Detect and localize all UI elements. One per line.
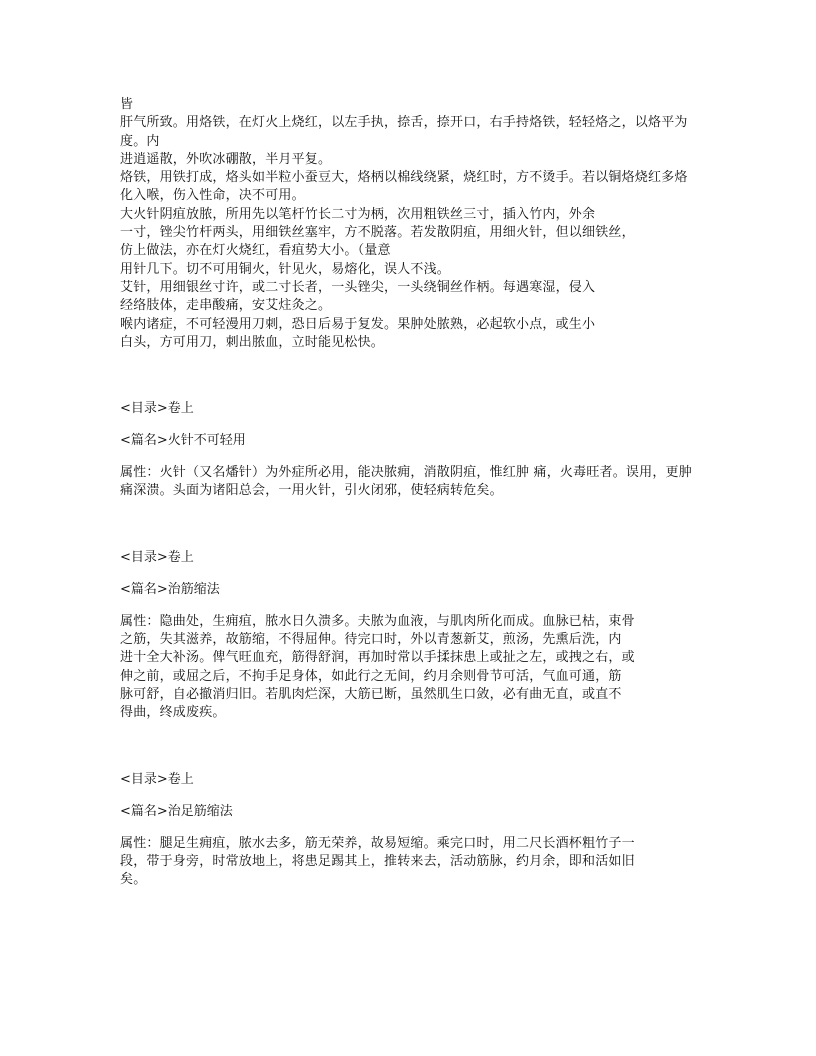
text-line: 烙铁，用铁打成，烙头如半粒小蚕豆大，烙柄以棉线绕紧，烧红时，方不烫手。若以铜烙烧红多烙 [120, 170, 688, 186]
text-line: 属性：腿足生痈疽，脓水去多，筋无荣养，故易短缩。乘完口时，用二尺长酒杯粗竹子一 [120, 835, 635, 851]
document-page [120, 96, 702, 889]
chapter-title: <篇名>治筋缩法 [120, 581, 220, 597]
text-line: 化入喉，伤入性命，决不可用。 [120, 188, 305, 204]
catalog-heading: <目录>卷上 [120, 549, 194, 565]
chapter-title: <篇名>火针不可轻用 [120, 433, 246, 449]
catalog-heading: <目录>卷上 [120, 401, 194, 417]
chapter-title: <篇名>治足筋缩法 [120, 803, 233, 819]
catalog-heading: <目录>卷上 [120, 771, 194, 787]
text-line: 皆 [120, 97, 134, 112]
section-paragraph [120, 613, 702, 723]
text-line: 属性：火针（又名燔针）为外症所必用，能决脓痈，消散阴疽，惟红肿 痛，火毒旺者。误用，更肿痛深溃。头面为诸阳总会，一用火针，引火闭邪，使轻病转危矣。 [120, 465, 692, 499]
text-line: 用针几下。切不可用铜火，针见火，易熔化，误人不浅。 [120, 261, 451, 277]
text-line: 进逍遥散，外吹冰硼散，半月平复。 [120, 151, 332, 167]
text-line: 白头，方可用刀，刺出脓血，立时能见松快。 [120, 334, 385, 350]
text-line: 喉内诸症，不可轻漫用刀刺，恐日后易于复发。果肿处脓熟，必起软小点，或生小 [120, 316, 596, 332]
section-paragraph [120, 464, 702, 501]
text-line: 一寸，锉尖竹杆两头，用细铁丝塞牢，方不脱落。若发散阴疽，用细火针，但以细铁丝， [120, 225, 635, 241]
text-line: 矣。 [120, 872, 147, 888]
section-paragraph [120, 835, 702, 890]
text-line: 之筋，失其滋养，故筋缩，不得屈伸。待完口时，外以青葱新艾，煎汤，先熏后洗，内 [120, 632, 622, 648]
text-line: 肝气所致。用烙铁，在灯火上烧红，以左手执，捺舌，捺开口，右手持烙铁，轻轻烙之，以烙平为度。内 [120, 115, 688, 149]
intro-paragraph [120, 96, 702, 352]
text-line: 大火针阴疽放脓，所用先以笔杆竹长二寸为柄，次用粗铁丝三寸，插入竹内，外余 [120, 206, 596, 222]
text-line: 进十全大补汤。俾气旺血充，筋得舒润，再加时常以手揉抹患上或扯之左，或拽之右，或 [120, 650, 635, 666]
text-line: 经络肢体，走串酸痛，安艾炷灸之。 [120, 298, 332, 314]
text-line: 得曲，终成废疾。 [120, 705, 226, 721]
text-line: 脉可舒，自必撤消归旧。若肌肉烂深，大筋已断，虽然肌生口敛，必有曲无直，或直不 [120, 686, 622, 702]
text-line: 属性：隐曲处，生痈疽，脓水日久溃多。夫脓为血液，与肌肉所化而成。血脉已枯，束骨 [120, 613, 635, 629]
text-line: 段，带于身旁，时常放地上，将患足踢其上，推转来去，活动筋脉，约月余，即和活如旧 [120, 853, 635, 869]
text-line: 仿上做法，亦在灯火烧红，看疽势大小。（量意 [120, 243, 391, 259]
text-line: 艾针，用细银丝寸许，或二寸长者，一头锉尖，一头绕铜丝作柄。每遇寒湿，侵入 [120, 279, 596, 295]
text-line: 伸之前，或屈之后，不拘手足身体，如此行之无间，约月余则骨节可活，气血可通，筋 [120, 668, 622, 684]
